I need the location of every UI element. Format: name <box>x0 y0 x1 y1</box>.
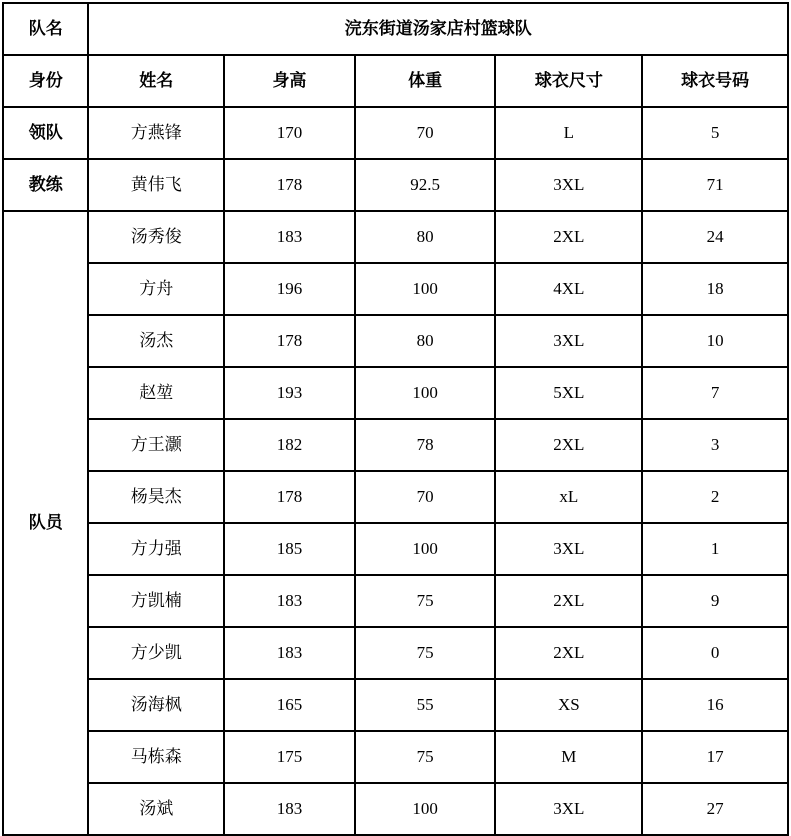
table-row <box>3 679 788 731</box>
table-row <box>3 211 788 263</box>
table-row <box>3 731 788 783</box>
role-members: 队员 <box>3 211 88 835</box>
player-jersey-size: 2XL <box>495 211 642 263</box>
player-name: 方力强 <box>88 523 224 575</box>
player-jersey-number: 18 <box>642 263 788 315</box>
player-jersey-size: M <box>495 731 642 783</box>
player-height: 165 <box>224 679 355 731</box>
player-weight: 55 <box>355 679 496 731</box>
player-height: 196 <box>224 263 355 315</box>
player-jersey-size: xL <box>495 471 642 523</box>
table-row <box>3 627 788 679</box>
player-weight: 80 <box>355 211 496 263</box>
player-name: 方凯楠 <box>88 575 224 627</box>
player-height: 178 <box>224 471 355 523</box>
player-weight: 100 <box>355 783 496 835</box>
leader-jersey-number: 5 <box>642 107 788 159</box>
role-column-header: 身份 <box>3 55 88 107</box>
table-body <box>3 3 788 835</box>
player-jersey-number: 1 <box>642 523 788 575</box>
player-height: 175 <box>224 731 355 783</box>
player-jersey-size: 2XL <box>495 627 642 679</box>
player-jersey-size: 4XL <box>495 263 642 315</box>
player-weight: 100 <box>355 263 496 315</box>
player-weight: 75 <box>355 731 496 783</box>
column-header-name: 姓名 <box>88 55 224 107</box>
column-header-weight: 体重 <box>355 55 496 107</box>
player-jersey-size: 3XL <box>495 315 642 367</box>
table-row <box>3 471 788 523</box>
table-row-leader <box>3 107 788 159</box>
player-weight: 100 <box>355 523 496 575</box>
player-jersey-number: 24 <box>642 211 788 263</box>
player-height: 178 <box>224 315 355 367</box>
player-name: 汤斌 <box>88 783 224 835</box>
player-jersey-number: 17 <box>642 731 788 783</box>
player-jersey-number: 7 <box>642 367 788 419</box>
column-header-jersey-number: 球衣号码 <box>642 55 788 107</box>
player-jersey-size: 5XL <box>495 367 642 419</box>
player-name: 杨昊杰 <box>88 471 224 523</box>
table-row <box>3 263 788 315</box>
player-name: 汤秀俊 <box>88 211 224 263</box>
player-height: 193 <box>224 367 355 419</box>
column-header-jersey-size: 球衣尺寸 <box>495 55 642 107</box>
player-name: 汤杰 <box>88 315 224 367</box>
player-jersey-size: XS <box>495 679 642 731</box>
leader-weight: 70 <box>355 107 496 159</box>
player-weight: 75 <box>355 575 496 627</box>
table-row-team-name <box>3 3 788 55</box>
player-jersey-size: 2XL <box>495 419 642 471</box>
player-weight: 75 <box>355 627 496 679</box>
coach-weight: 92.5 <box>355 159 496 211</box>
player-height: 182 <box>224 419 355 471</box>
player-jersey-number: 27 <box>642 783 788 835</box>
player-name: 方少凯 <box>88 627 224 679</box>
coach-name: 黄伟飞 <box>88 159 224 211</box>
player-name: 汤海枫 <box>88 679 224 731</box>
coach-height: 178 <box>224 159 355 211</box>
team-roster-table <box>2 2 789 836</box>
team-name-value: 浣东街道汤家店村篮球队 <box>88 3 788 55</box>
leader-jersey-size: L <box>495 107 642 159</box>
column-header-height: 身高 <box>224 55 355 107</box>
table-row <box>3 419 788 471</box>
coach-jersey-size: 3XL <box>495 159 642 211</box>
player-height: 185 <box>224 523 355 575</box>
table-row <box>3 367 788 419</box>
player-jersey-size: 3XL <box>495 523 642 575</box>
player-name: 方舟 <box>88 263 224 315</box>
player-jersey-size: 3XL <box>495 783 642 835</box>
table-row <box>3 315 788 367</box>
player-weight: 70 <box>355 471 496 523</box>
player-height: 183 <box>224 575 355 627</box>
table-row-header <box>3 55 788 107</box>
player-jersey-number: 3 <box>642 419 788 471</box>
player-jersey-number: 0 <box>642 627 788 679</box>
table-row <box>3 523 788 575</box>
leader-name: 方燕锋 <box>88 107 224 159</box>
player-name: 马栋森 <box>88 731 224 783</box>
player-jersey-size: 2XL <box>495 575 642 627</box>
player-height: 183 <box>224 627 355 679</box>
table-row <box>3 575 788 627</box>
player-weight: 100 <box>355 367 496 419</box>
table-row-coach <box>3 159 788 211</box>
coach-jersey-number: 71 <box>642 159 788 211</box>
role-coach: 教练 <box>3 159 88 211</box>
team-name-label: 队名 <box>3 3 88 55</box>
player-height: 183 <box>224 211 355 263</box>
player-name: 方王灏 <box>88 419 224 471</box>
role-leader: 领队 <box>3 107 88 159</box>
player-jersey-number: 9 <box>642 575 788 627</box>
table-row <box>3 783 788 835</box>
player-name: 赵堃 <box>88 367 224 419</box>
player-jersey-number: 16 <box>642 679 788 731</box>
player-height: 183 <box>224 783 355 835</box>
player-weight: 80 <box>355 315 496 367</box>
player-jersey-number: 2 <box>642 471 788 523</box>
player-jersey-number: 10 <box>642 315 788 367</box>
player-weight: 78 <box>355 419 496 471</box>
leader-height: 170 <box>224 107 355 159</box>
